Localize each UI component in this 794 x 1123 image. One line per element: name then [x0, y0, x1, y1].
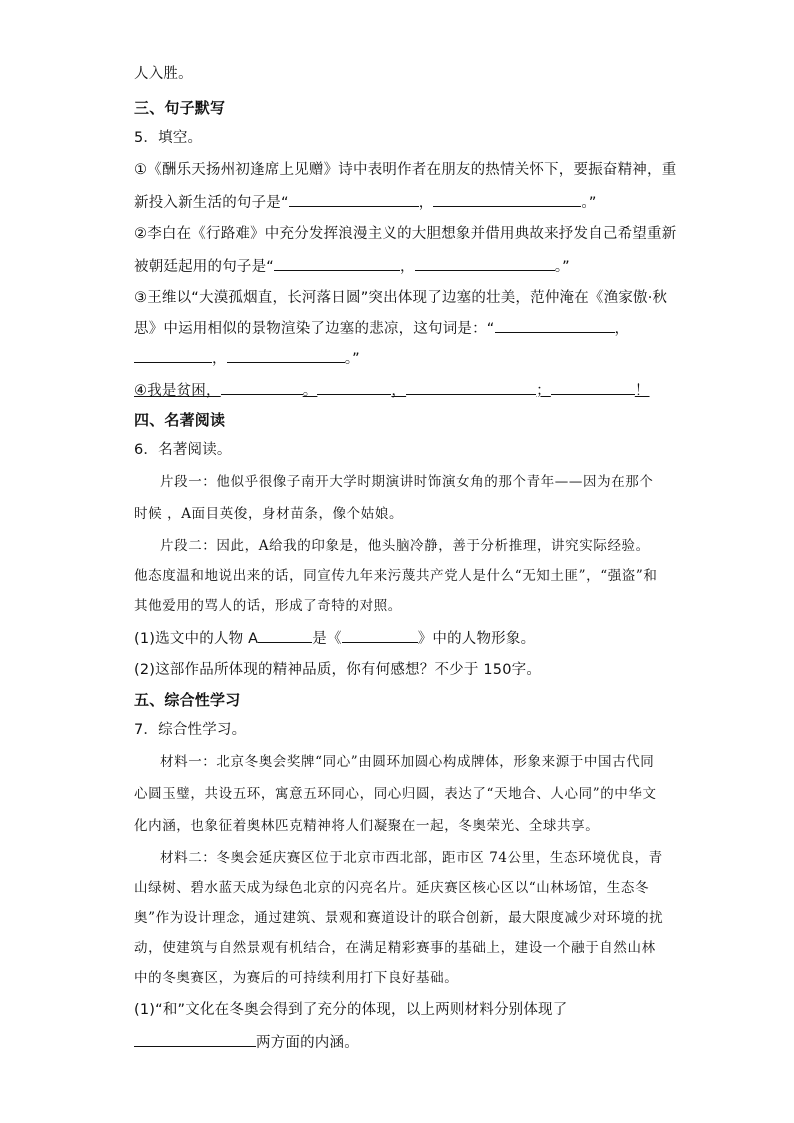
answer-blank[interactable] — [221, 380, 303, 395]
question-7-title: 7．综合性学习。 — [134, 722, 247, 738]
answer-blank[interactable] — [433, 192, 581, 207]
text-line: ①《酬乐天扬州初逢席上见赠》诗中表明作者在朋友的热情关怀下，要振奋精神，重 — [134, 162, 677, 178]
text-line: ③王维以“大漠孤烟直，长河落日圆”突出体现了边塞的壮美，范仲淹在《渔家傲·秋 — [134, 290, 668, 306]
text-line: ②李白在《行路难》中充分发挥浪漫主义的大胆想象并借用典故来抒发自己希望重新 — [134, 226, 677, 242]
material-line: 材料二：冬奥会延庆赛区位于北京市西北部，距市区 74公里，生态环境优良，青 — [160, 850, 663, 866]
material-line: 奥”作为设计理念，通过建筑、景观和赛道设计的联合创新，最大限度减少对环境的扰 — [134, 910, 664, 926]
answer-blank[interactable] — [289, 192, 419, 207]
fill-line: (1)选文中的人物 A 是《 》中的人物形象。 — [134, 628, 535, 649]
material-line: 心圆玉璧，共设五环，寓意五环同心，同心归圆，表达了“天地合、人心同”的中华文 — [134, 786, 657, 802]
question-5-title: 5．填空。 — [134, 130, 203, 146]
answer-blank[interactable] — [134, 1032, 256, 1047]
fill-line: 两方面的内涵。 — [134, 1032, 359, 1053]
excerpt-line: 他态度温和地说出来的话，同宣传九年来污蔑共产党人是什么“无知土匪”，“强盗”和 — [134, 568, 658, 584]
text-line: (2)这部作品所体现的精神品质，你有何感想？不少于 150字。 — [134, 662, 542, 678]
fill-line: 被朝廷起用的句子是“ ， 。” — [134, 256, 570, 277]
section-heading-3: 三、句子默写 — [134, 99, 226, 117]
text-line: (1)“和”文化在冬奥会得到了充分的体现，以上两则材料分别体现了 — [134, 1002, 568, 1018]
section-heading-4: 四、名著阅读 — [134, 411, 226, 429]
answer-blank[interactable] — [495, 318, 615, 333]
material-line: 化内涵，也象征着奥林匹克精神将人们凝聚在一起，冬奥荣光、全球共享。 — [134, 818, 600, 834]
excerpt-line: 片段二：因此，A给我的印象是，他头脑冷静，善于分析推理，讲究实际经验。 — [160, 538, 650, 554]
answer-blank[interactable] — [406, 380, 536, 395]
excerpt-line: 片段一：他似乎很像子南开大学时期演讲时饰演女角的那个青年——因为在那个 — [160, 474, 654, 490]
material-line: 山绿树、碧水蓝天成为绿色北京的闪亮名片。延庆赛区核心区以“山林场馆，生态冬 — [134, 880, 650, 896]
answer-blank[interactable] — [551, 380, 635, 395]
question-6-title: 6．名著阅读。 — [134, 442, 232, 458]
text-line: 人入胜。 — [134, 66, 193, 82]
material-line: 中的冬奥赛区，为赛后的可持续利用打下良好基础。 — [134, 970, 459, 986]
answer-blank[interactable] — [227, 348, 345, 363]
material-line: 材料一：北京冬奥会奖牌“同心”由圆环加圆心构成牌体，形象来源于中国古代同 — [160, 754, 655, 770]
answer-blank[interactable] — [258, 628, 312, 643]
answer-blank[interactable] — [342, 628, 418, 643]
excerpt-line: 时候 ，A面目英俊，身材苗条，像个姑娘。 — [134, 506, 404, 522]
section-heading-5: 五、综合性学习 — [134, 691, 241, 709]
fill-line: ， 。” — [134, 348, 360, 369]
fill-line: 新投入新生活的句子是“ ， 。” — [134, 192, 597, 213]
answer-blank[interactable] — [317, 380, 391, 395]
answer-blank[interactable] — [415, 256, 555, 271]
answer-blank[interactable] — [274, 256, 400, 271]
material-line: 动，使建筑与自然景观有机结合，在满足精彩赛事的基础上，建设一个融于自然山林 — [134, 940, 656, 956]
answer-blank[interactable] — [134, 348, 212, 363]
fill-line: ④我是贫困， 。 ， ； ！ — [134, 380, 650, 401]
fill-line: 思》中运用相似的景物渲染了边塞的悲凉，这句词是：“ ， — [134, 318, 629, 339]
excerpt-line: 其他爱用的骂人的话，形成了奇特的对照。 — [134, 598, 402, 614]
